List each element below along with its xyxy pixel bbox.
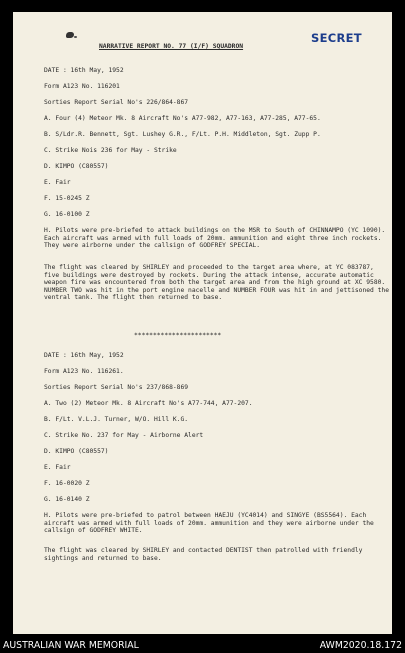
- report2-date: DATE : 16th May, 1952: [44, 352, 124, 359]
- report1-serial: Sorties Report Serial No's 226/864-867: [44, 99, 189, 106]
- paper-clip-mark-detail: [74, 36, 77, 38]
- report1-item-e: E. Fair: [44, 179, 71, 186]
- report2-serial: Sorties Report Serial No's 237/868-869: [44, 384, 189, 391]
- report1-date: DATE : 16th May, 1952: [44, 67, 124, 74]
- report2-item-d: D. KIMPO (C80557): [44, 448, 109, 455]
- report2-item-f: F. 16-0020 Z: [44, 480, 90, 487]
- report2-item-c: C. Strike No. 237 for May - Airborne Alert: [44, 432, 204, 439]
- report1-item-c: C. Strike Nois 236 for May - Strike: [44, 147, 177, 154]
- secret-stamp: SECRET: [311, 31, 362, 45]
- report2-item-a: A. Two (2) Meteor Mk. 8 Aircraft No's A77-744, A77-207.: [44, 400, 253, 407]
- report1-narrative: The flight was cleared by SHIRLEY and proceeded to the target area where, at YC 083787, five buildings were destroyed by rockets. During the attack intense, accurate automatic weapon fire was encountered from both the target area and from the high ground at XC 9580. NUMBER TWO was hit in the port engine nacelle and NUMBER FOUR was hit in and jettisoned the ventral tank. The flight then returned to base.: [44, 264, 389, 302]
- report2-item-h: H. Pilots were pre-briefed to patrol between HAEJU (YC4014) and SINGYE (BS5564). Each aircraft was armed with full loads of 20mm. ammunition and they were airborne under the callsign of GODFREY WHITE.: [44, 512, 374, 535]
- report1-item-f: F. 15-0245 Z: [44, 195, 90, 202]
- report1-item-b: B. S/Ldr.R. Bennett, Sgt. Lushey G.R., F/Lt. P.H. Middleton, Sgt. Zupp P.: [44, 131, 321, 138]
- report2-item-b: B. F/Lt. V.L.J. Turner, W/O. Hill K.G.: [44, 416, 189, 423]
- report1-item-g: G. 16-0100 Z: [44, 211, 90, 218]
- report2-item-e: E. Fair: [44, 464, 71, 471]
- footer-reference-number: AWM2020.18.172: [319, 640, 402, 651]
- report1-item-d: D. KIMPO (C80557): [44, 163, 109, 170]
- report2-item-g: G. 16-0140 Z: [44, 496, 90, 503]
- report1-item-h: H. Pilots were pre-briefed to attack buildings on the MSR to South of CHINNAMPO (YC 1090). Each aircraft was armed with full loads of 20mm. ammunition and eight three inch rockets. They were airborne under the callsign of GODFREY SPECIAL.: [44, 227, 386, 250]
- report1-item-a: A. Four (4) Meteor Mk. 8 Aircraft No's A77-982, A77-163, A77-285, A77-65.: [44, 115, 321, 122]
- report2-narrative: The flight was cleared by SHIRLEY and contacted DENTIST then patrolled with friendly sightings and returned to base.: [44, 547, 363, 562]
- section-separator: ***********************: [134, 332, 222, 339]
- report2-form: Form A123 No. 116261.: [44, 368, 124, 375]
- footer-institution: AUSTRALIAN WAR MEMORIAL: [3, 640, 139, 651]
- paper-clip-mark: [66, 32, 74, 38]
- report1-form: Form A123 No. 116201: [44, 83, 120, 90]
- document-page: [13, 12, 392, 634]
- report-title: NARRATIVE REPORT NO. 77 (I/F) SQUADRON: [99, 43, 244, 50]
